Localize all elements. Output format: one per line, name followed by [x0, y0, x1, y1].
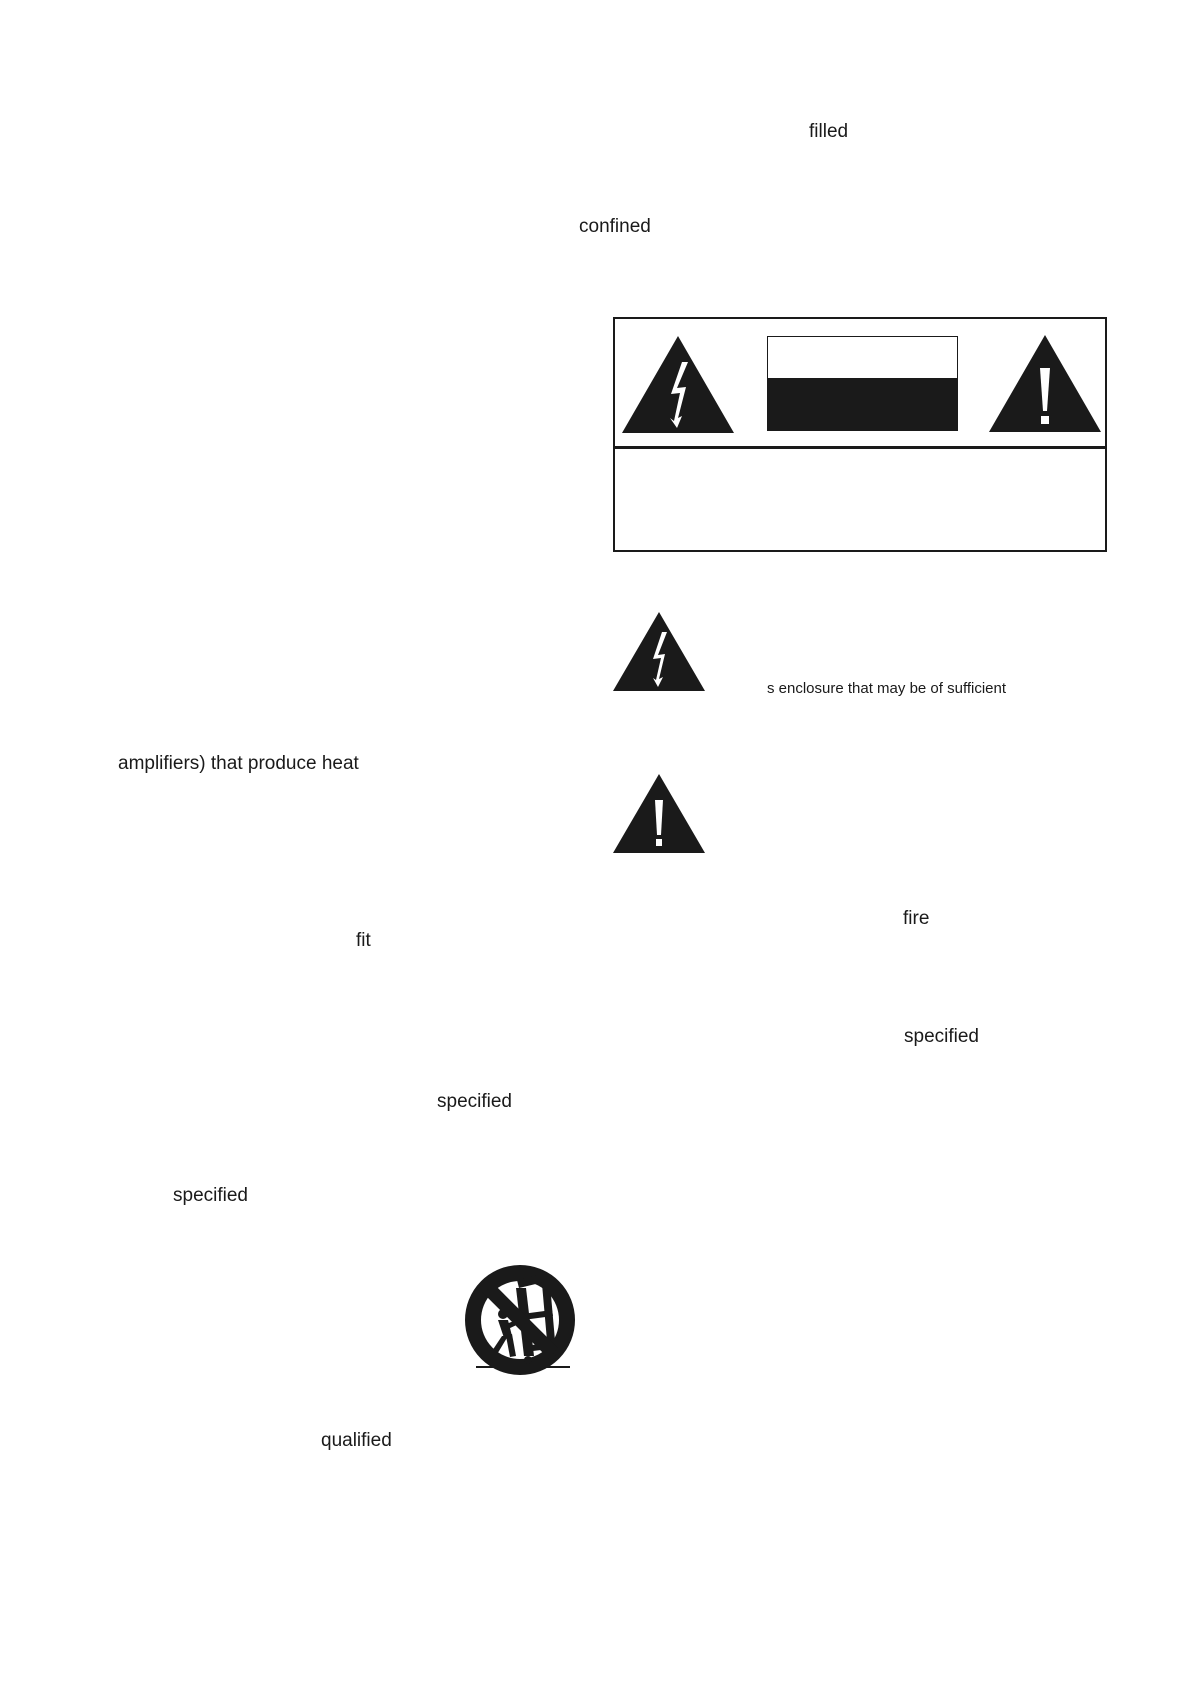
caution-label-bottom — [768, 378, 957, 431]
exclamation-warning-icon — [613, 774, 705, 853]
text-fragment-specified: specified — [904, 1026, 979, 1047]
caution-box — [613, 317, 1107, 552]
caution-label-top — [768, 337, 957, 378]
text-fragment-qualified: qualified — [321, 1430, 392, 1451]
lightning-bolt-warning-icon — [622, 336, 734, 433]
lightning-bolt-warning-icon — [613, 612, 705, 691]
text-fragment-specified: specified — [173, 1185, 248, 1206]
text-fragment-filled: filled — [809, 121, 849, 142]
text-fragment-fire: fire — [903, 908, 930, 929]
caution-label — [767, 336, 958, 431]
text-fragment-specified: specified — [437, 1091, 512, 1112]
text-fragment-enclosure: s enclosure that may be of sufficient — [767, 680, 1007, 697]
exclamation-warning-icon — [989, 335, 1101, 432]
text-fragment-amplifiers: amplifiers) that produce heat — [118, 753, 359, 774]
text-fragment-confined: confined — [579, 216, 651, 237]
cart-tip-over-warning-icon — [458, 1258, 582, 1382]
caution-divider — [615, 446, 1105, 449]
text-fragment-fit: fit — [356, 930, 371, 951]
